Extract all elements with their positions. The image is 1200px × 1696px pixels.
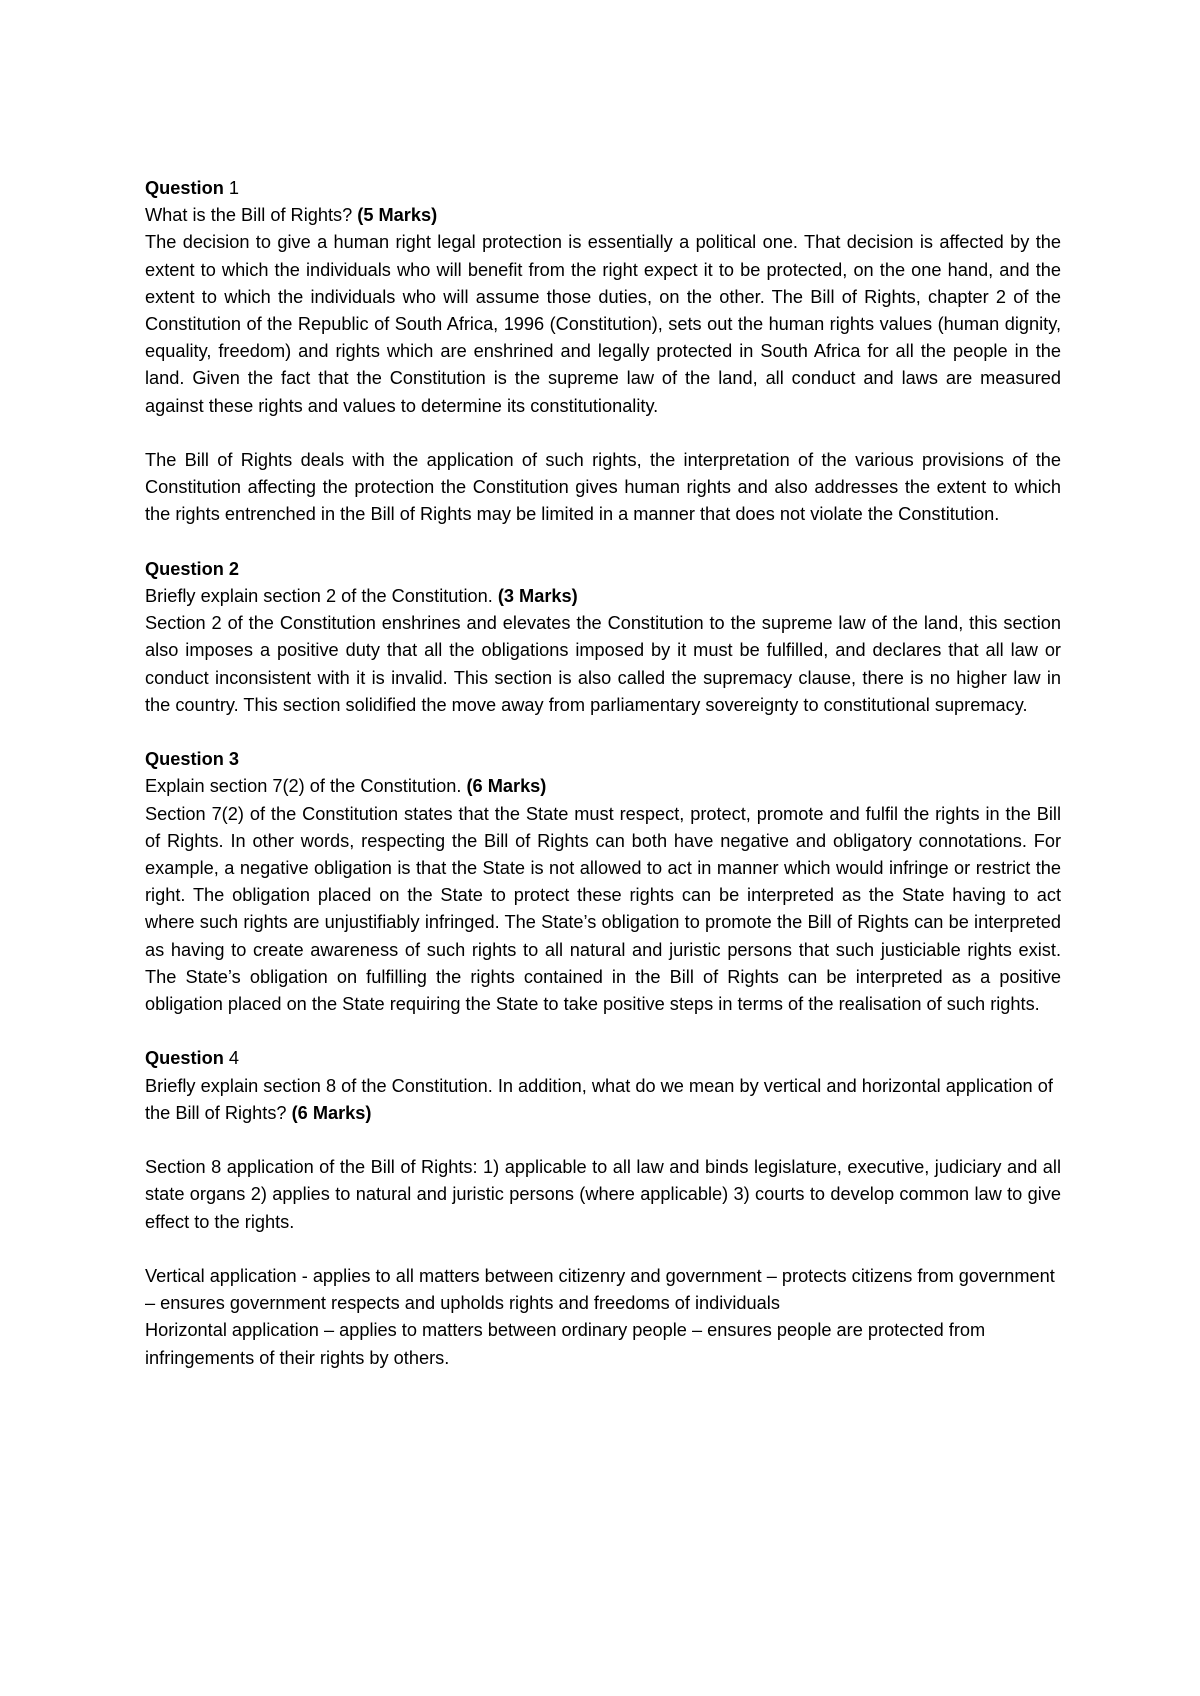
section-spacer (145, 719, 1061, 746)
question-1 (145, 175, 1061, 529)
question-heading (145, 556, 1061, 583)
question-2 (145, 556, 1061, 719)
question-3 (145, 746, 1061, 1018)
question-4 (145, 1045, 1061, 1371)
paragraph-spacer (145, 420, 1061, 447)
question-marks: (3 Marks) (497, 586, 578, 607)
question-prompt-text: Briefly explain section 2 of the Constitution. (145, 586, 498, 607)
question-prompt-text: Briefly explain section 8 of the Constitution. In addition, what do we mean by vertical and horizontal application of the Bill of Rights? (145, 1075, 1053, 1123)
paragraph-spacer (145, 1127, 1061, 1154)
answer-paragraph: The Bill of Rights deals with the application of such rights, the interpretation of the various provisions of the Constitution affecting the protection the Constitution gives human rights and also addresses the extent to which the rights entrenched in the Bill of Rights may be limited in a manner that does not violate the Constitution. (145, 450, 1061, 525)
section-spacer (145, 529, 1061, 556)
question-heading (145, 1045, 1061, 1072)
question-heading-word: Question (145, 749, 224, 770)
question-heading-word: Question (145, 178, 224, 198)
question-number: 2 (228, 558, 240, 579)
question-number: 4 (228, 1048, 240, 1069)
answer-paragraph: Section 8 application of the Bill of Rights: 1) applicable to all law and binds legislature, executive, judiciary and all state organs 2) applies to natural and juristic persons (where applicable) 3) courts to develop common law to give effect to the rights. (145, 1157, 1061, 1232)
answer-paragraph: The decision to give a human right legal protection is essentially a political one. That decision is affected by the extent to which the individuals who will benefit from the right expect it to be protected, on the one hand, and the extent to which the individuals who will assume those duties, on the other. The Bill of Rights, chapter 2 of the Constitution of the Republic of South Africa, 1996 (Constitution), sets out the human rights values (human dignity, equality, freedom) and rights which are enshrined and legally protected in South Africa for all the people in the land. Given the fact that the Constitution is the supreme law of the land, all conduct and laws are measured against these rights and values to determine its constitutionality. (145, 232, 1061, 416)
answer-paragraph: Horizontal application – applies to matters between ordinary people – ensures people are protected from infringements of their rights by others. (145, 1320, 986, 1368)
answer-paragraph: Vertical application - applies to all matters between citizenry and government – protects citizens from government – ensures government respects and upholds rights and freedoms of individuals (145, 1266, 1055, 1314)
answer-paragraph: Section 7(2) of the Constitution states that the State must respect, protect, promote and fulfil the rights in the Bill of Rights. In other words, respecting the Bill of Rights can both have negative and obligatory connotations. For example, a negative obligation is that the State is not allowed to act in manner which would infringe or restrict the right. The obligation placed on the State to protect these rights can be interpreted as the State having to act where such rights are unjustifiably infringed. The State’s obligation to promote the Bill of Rights can be interpreted as having to create awareness of such rights to all natural and juristic persons that such justiciable rights exist. The State’s obligation on fulfilling the rights contained in the Bill of Rights can be interpreted as a positive obligation placed on the State requiring the State to take positive steps in terms of the realisation of such rights. (145, 803, 1061, 1015)
question-prompt (145, 1073, 1061, 1127)
question-marks: (5 Marks) (357, 205, 438, 226)
question-prompt (145, 202, 1061, 229)
question-number: 3 (228, 749, 240, 770)
question-prompt (145, 583, 1061, 610)
question-heading-word: Question (145, 558, 224, 579)
question-marks: (6 Marks) (466, 776, 547, 797)
document-body (145, 175, 1061, 1372)
question-number: 1 (228, 178, 240, 198)
paragraph-spacer (145, 1236, 1061, 1263)
question-heading (145, 175, 1061, 202)
answer-paragraph: Section 2 of the Constitution enshrines and elevates the Constitution to the supreme law of the land, this section also imposes a positive duty that all the obligations imposed by it must be fulfilled, and declares that all law or conduct inconsistent with it is invalid. This section is also called the supremacy clause, there is no higher law in the country. This section solidified the move away from parliamentary sovereignty to constitutional supremacy. (145, 613, 1061, 715)
question-prompt-text: What is the Bill of Rights? (145, 205, 358, 226)
question-prompt-text: Explain section 7(2) of the Constitution. (145, 776, 467, 797)
question-marks: (6 Marks) (291, 1102, 372, 1123)
section-spacer (145, 1018, 1061, 1045)
question-prompt (145, 773, 1061, 800)
question-heading (145, 746, 1061, 773)
question-heading-word: Question (145, 1048, 224, 1069)
